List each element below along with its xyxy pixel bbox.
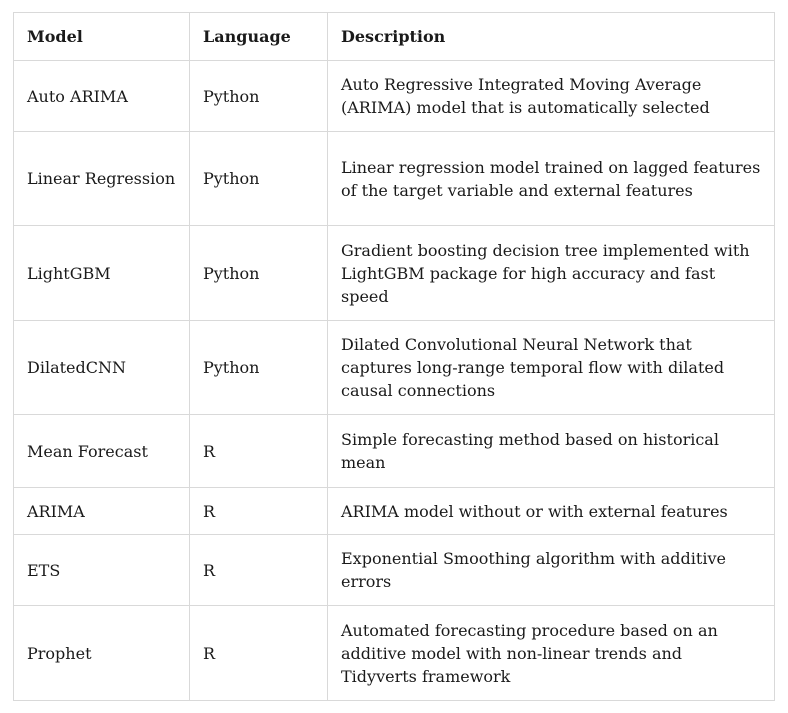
cell-model: Linear Regression xyxy=(14,132,190,226)
table-row xyxy=(14,535,775,606)
cell-language: R xyxy=(190,415,328,488)
cell-language: R xyxy=(190,606,328,701)
cell-description: Simple forecasting method based on historical mean xyxy=(328,415,775,488)
header-language: Language xyxy=(190,13,328,61)
models-table-container xyxy=(13,12,774,701)
cell-model: DilatedCNN xyxy=(14,321,190,415)
cell-description: Exponential Smoothing algorithm with additive errors xyxy=(328,535,775,606)
table-row xyxy=(14,415,775,488)
cell-language: Python xyxy=(190,321,328,415)
table-row xyxy=(14,321,775,415)
cell-description: Dilated Convolutional Neural Network that captures long-range temporal flow with dilated causal connections xyxy=(328,321,775,415)
models-table xyxy=(13,12,775,701)
table-row xyxy=(14,61,775,132)
table-header-row xyxy=(14,13,775,61)
cell-model: ARIMA xyxy=(14,488,190,535)
header-model: Model xyxy=(14,13,190,61)
cell-model: LightGBM xyxy=(14,226,190,321)
cell-description: ARIMA model without or with external features xyxy=(328,488,775,535)
cell-description: Automated forecasting procedure based on an additive model with non-linear trends and Tidyverts framework xyxy=(328,606,775,701)
cell-description: Auto Regressive Integrated Moving Average (ARIMA) model that is automatically selected xyxy=(328,61,775,132)
cell-model: Auto ARIMA xyxy=(14,61,190,132)
table-row xyxy=(14,606,775,701)
table-row xyxy=(14,226,775,321)
cell-model: Prophet xyxy=(14,606,190,701)
table-row xyxy=(14,132,775,226)
cell-language: R xyxy=(190,535,328,606)
cell-model: Mean Forecast xyxy=(14,415,190,488)
table-row xyxy=(14,488,775,535)
cell-language: Python xyxy=(190,132,328,226)
cell-model: ETS xyxy=(14,535,190,606)
cell-language: Python xyxy=(190,226,328,321)
cell-language: Python xyxy=(190,61,328,132)
cell-description: Gradient boosting decision tree implemented with LightGBM package for high accuracy and fast speed xyxy=(328,226,775,321)
cell-description: Linear regression model trained on lagged features of the target variable and external features xyxy=(328,132,775,226)
header-description: Description xyxy=(328,13,775,61)
cell-language: R xyxy=(190,488,328,535)
